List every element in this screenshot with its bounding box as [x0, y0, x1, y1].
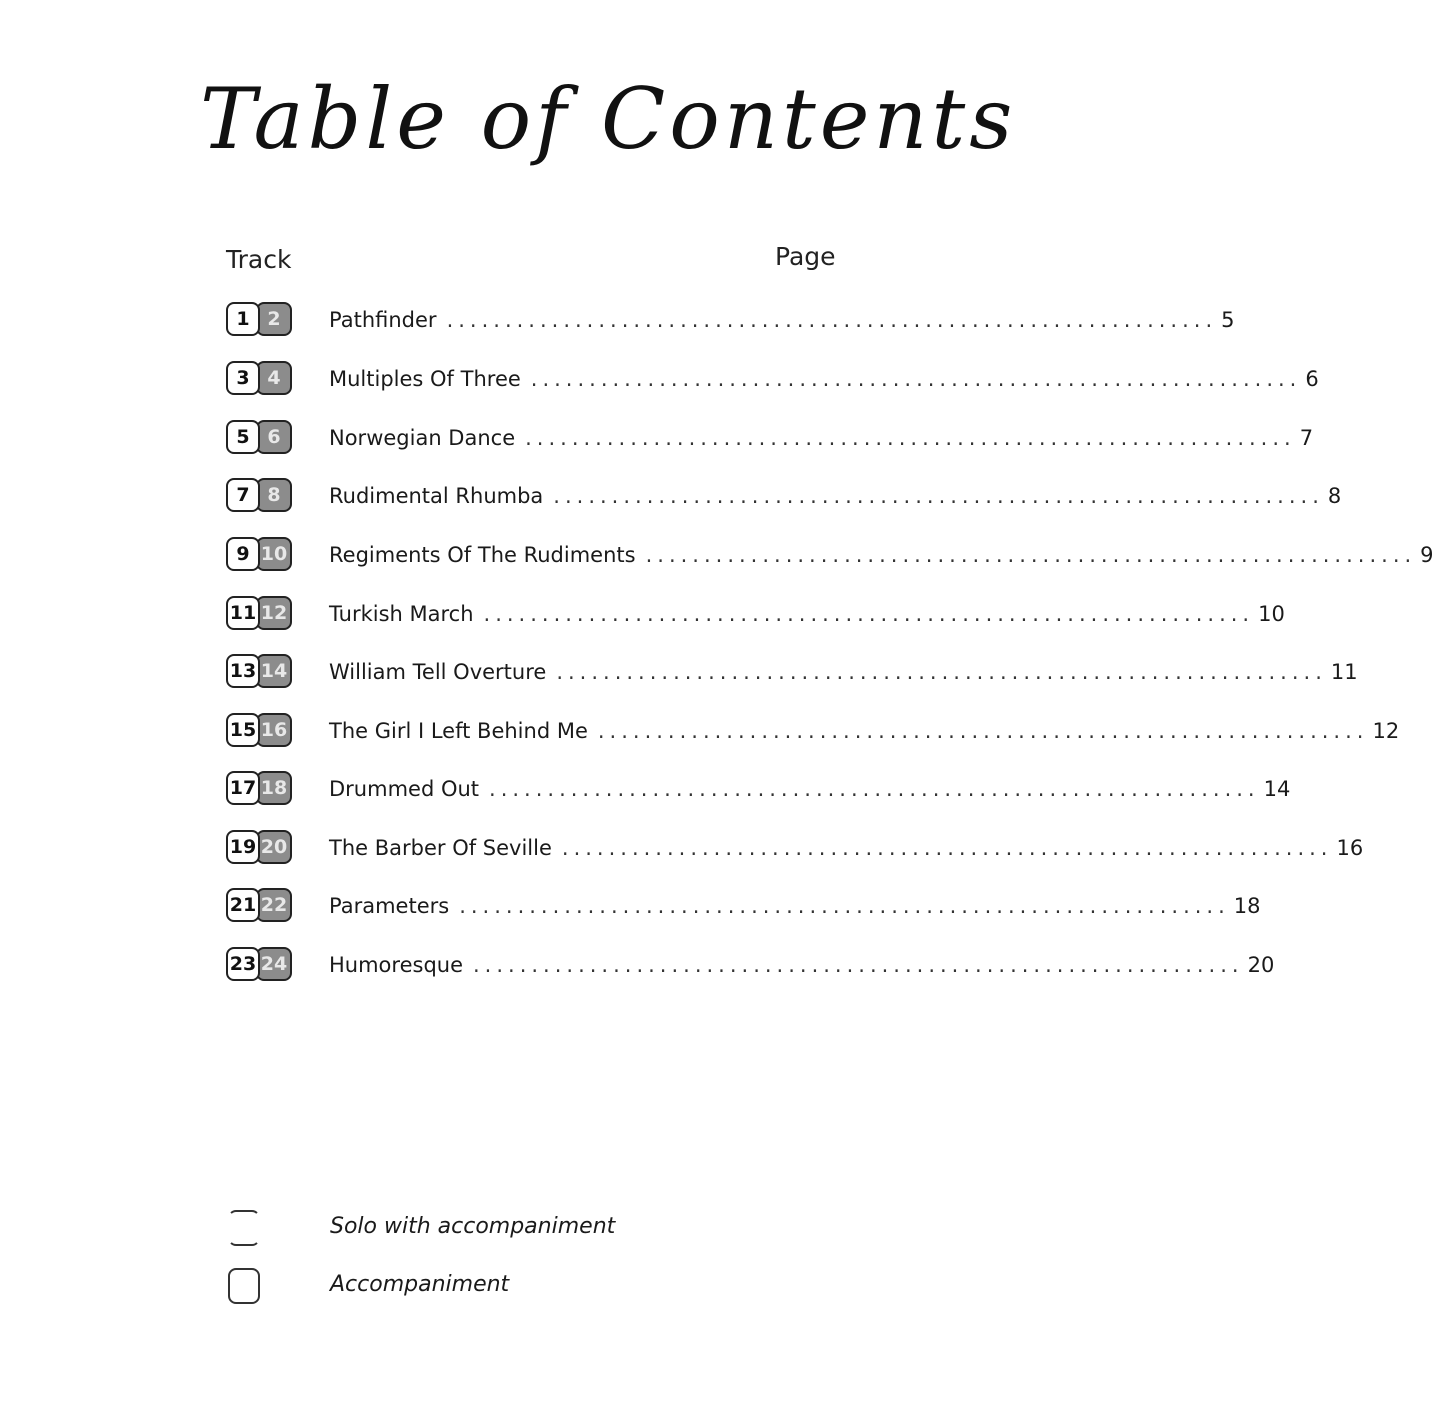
toc-entry [329, 537, 1434, 573]
solo-track-box: 1 [226, 302, 260, 336]
entry-title: Rudimental Rhumba [329, 484, 544, 508]
track-pair [226, 713, 298, 747]
page-column-header: Page [775, 242, 836, 271]
entry-title: Drummed Out [329, 777, 480, 801]
track-column-header: Track [226, 245, 292, 274]
dot-leader: .................................................................. [459, 894, 1230, 918]
toc-entry [329, 947, 1275, 983]
accompaniment-track-box: 10 [256, 537, 292, 571]
entry-page-number: 6 [1305, 367, 1319, 391]
accompaniment-track-box: 24 [256, 947, 292, 981]
accompaniment-track-box: 4 [256, 361, 292, 395]
entry-page-number: 14 [1263, 777, 1291, 801]
accompaniment-track-box: 20 [256, 830, 292, 864]
track-pair [226, 361, 298, 395]
entry-title: Turkish March [329, 602, 474, 626]
solo-track-box: 9 [226, 537, 260, 571]
track-pair [226, 478, 298, 512]
legend-solo-label: Solo with accompaniment [330, 1214, 616, 1239]
toc-row-the-barber-of-seville [226, 830, 1364, 866]
toc-row-turkish-march [226, 596, 1285, 632]
solo-track-box: 11 [226, 596, 260, 630]
track-pair [226, 888, 298, 922]
toc-entry [329, 830, 1364, 866]
track-pair [226, 420, 298, 454]
accompaniment-track-box: 18 [256, 771, 292, 805]
accompaniment-track-box: 2 [256, 302, 292, 336]
toc-row-the-girl-i-left-behind-me [226, 713, 1400, 749]
accompaniment-track-box: 22 [256, 888, 292, 922]
entry-title: Humoresque [329, 953, 463, 977]
entry-title: Norwegian Dance [329, 426, 516, 450]
track-pair [226, 654, 298, 688]
solo-track-box: 21 [226, 888, 260, 922]
track-pair [226, 537, 298, 571]
toc-entry [329, 302, 1235, 338]
dot-leader: .................................................................. [483, 602, 1255, 626]
toc-row-norwegian-dance [226, 420, 1314, 456]
toc-entry [329, 420, 1314, 456]
toc-entry [329, 771, 1291, 807]
dot-leader: .................................................................. [446, 308, 1218, 332]
toc-entry [329, 654, 1358, 690]
entry-title: Regiments Of The Rudiments [329, 543, 636, 567]
solo-box-icon [228, 1210, 260, 1246]
entry-title: Multiples Of Three [329, 367, 521, 391]
solo-track-box: 7 [226, 478, 260, 512]
dot-leader: .................................................................. [597, 719, 1369, 743]
solo-track-box: 15 [226, 713, 260, 747]
toc-entry [329, 361, 1319, 397]
toc-entry [329, 888, 1261, 924]
entry-title: William Tell Overture [329, 660, 547, 684]
dot-leader: .................................................................. [553, 484, 1324, 508]
accompaniment-track-box: 8 [256, 478, 292, 512]
toc-row-pathfinder [226, 302, 1235, 338]
entry-page-number: 20 [1247, 953, 1275, 977]
track-pair [226, 771, 298, 805]
toc-entry [329, 713, 1400, 749]
accompaniment-box-icon [228, 1268, 260, 1304]
entry-title: Pathfinder [329, 308, 437, 332]
track-pair [226, 830, 298, 864]
entry-page-number: 8 [1327, 484, 1342, 508]
toc-row-parameters [226, 888, 1261, 924]
accompaniment-track-box: 6 [256, 420, 292, 454]
dot-leader: .................................................................. [530, 367, 1302, 391]
solo-track-box: 19 [226, 830, 260, 864]
track-pair [226, 302, 298, 336]
dot-leader: .................................................................. [525, 426, 1296, 450]
entry-page-number: 9 [1420, 543, 1434, 567]
entry-page-number: 18 [1233, 894, 1261, 918]
entry-title: The Barber Of Seville [329, 836, 552, 860]
solo-track-box: 17 [226, 771, 260, 805]
legend-accompaniment-label: Accompaniment [330, 1272, 510, 1297]
toc-row-regiments-of-the-rudiments [226, 537, 1434, 573]
dot-leader: .................................................................. [473, 953, 1244, 977]
toc-row-drummed-out [226, 771, 1291, 807]
legend-accompaniment-row [228, 1268, 648, 1308]
entry-page-number: 12 [1372, 719, 1400, 743]
toc-row-humoresque [226, 947, 1275, 983]
entry-page-number: 11 [1330, 660, 1358, 684]
entry-page-number: 7 [1299, 426, 1314, 450]
solo-track-box: 3 [226, 361, 260, 395]
entry-page-number: 10 [1258, 602, 1285, 626]
entry-page-number: 16 [1336, 836, 1364, 860]
accompaniment-track-box: 16 [256, 713, 292, 747]
entry-title: The Girl I Left Behind Me [329, 719, 588, 743]
page-title: Table of Contents [200, 70, 1017, 168]
solo-track-box: 23 [226, 947, 260, 981]
toc-row-multiples-of-three [226, 361, 1319, 397]
track-pair [226, 947, 298, 981]
entry-page-number: 5 [1221, 308, 1235, 332]
toc-entry [329, 596, 1285, 632]
solo-track-box: 5 [226, 420, 260, 454]
entry-title: Parameters [329, 894, 450, 918]
toc-row-rudimental-rhumba [226, 478, 1342, 514]
toc-row-william-tell-overture [226, 654, 1358, 690]
accompaniment-track-box: 14 [256, 654, 292, 688]
track-pair [226, 596, 298, 630]
accompaniment-track-box: 12 [256, 596, 292, 630]
dot-leader: .................................................................. [645, 543, 1417, 567]
legend-solo-row [228, 1210, 648, 1250]
dot-leader: .................................................................. [561, 836, 1333, 860]
dot-leader: .................................................................. [556, 660, 1327, 684]
solo-track-box: 13 [226, 654, 260, 688]
toc-entry [329, 478, 1342, 514]
dot-leader: .................................................................. [489, 777, 1260, 801]
